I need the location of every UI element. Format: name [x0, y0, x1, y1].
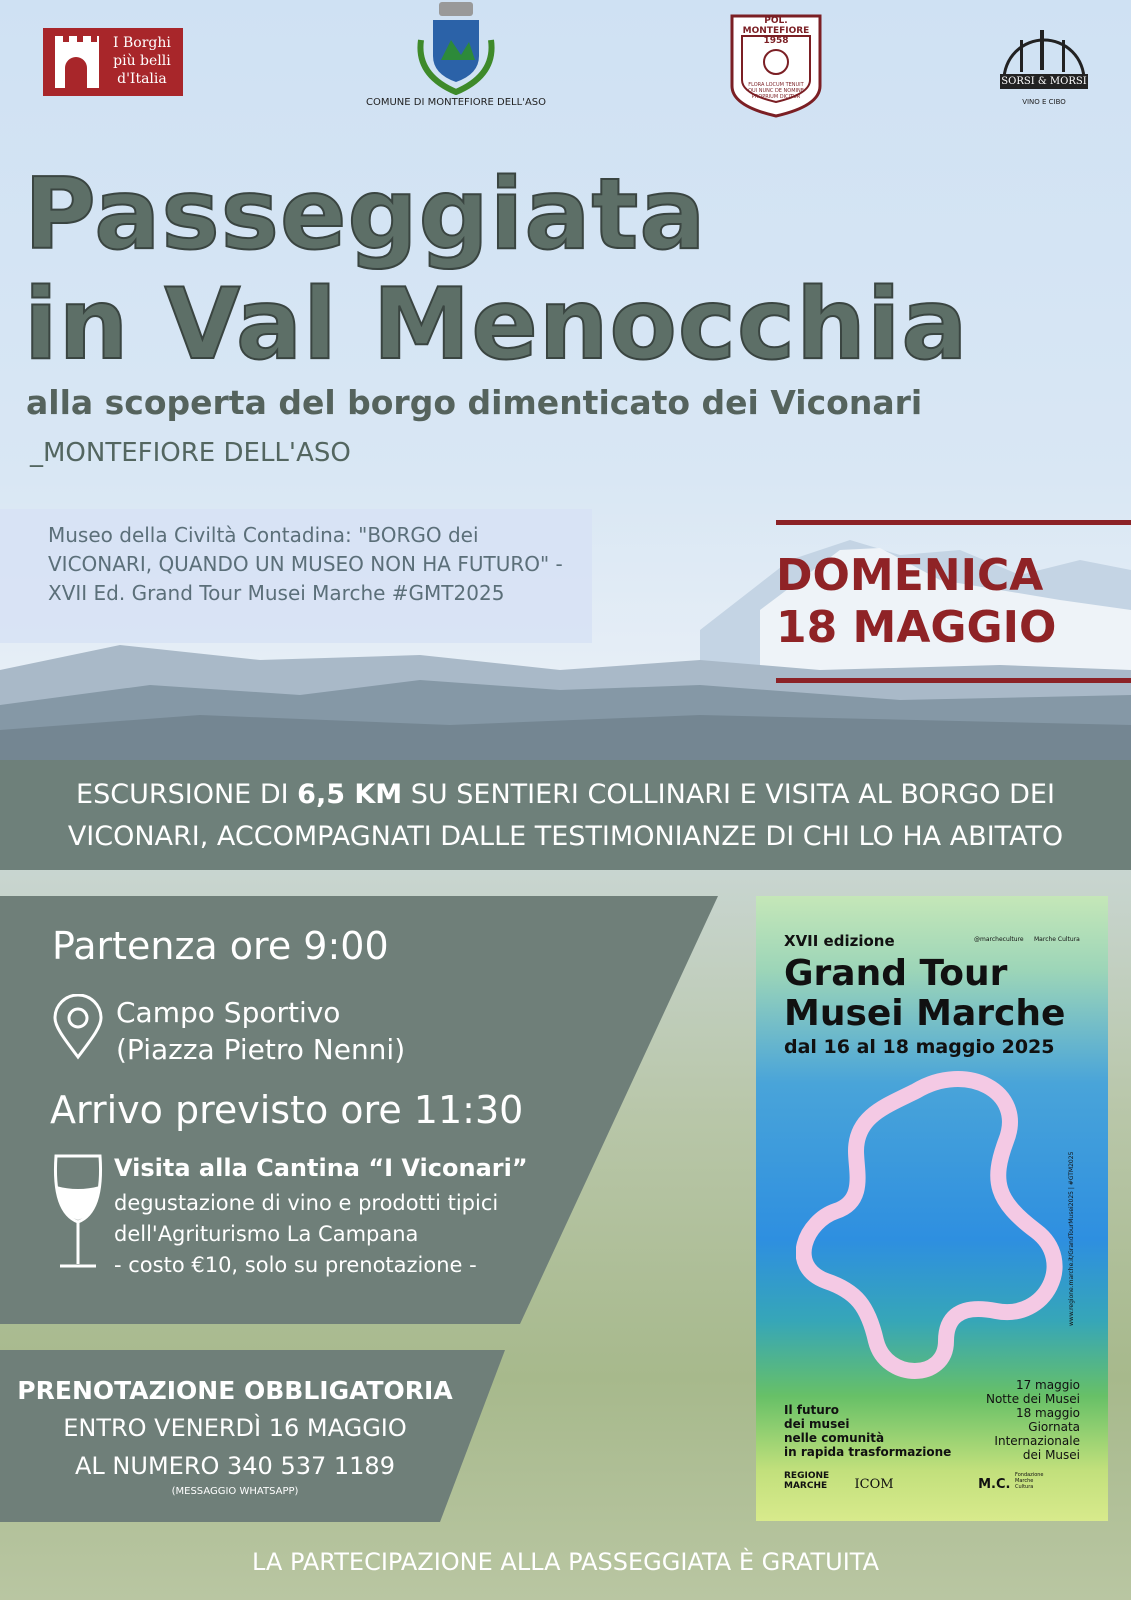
comune-name: COMUNE DI MONTEFIORE DELL'ASO	[366, 97, 546, 108]
excursion-line-2: VICONARI, ACCOMPAGNATI DALLE TESTIMONIANZE DI CHI LO HA ABITATO	[67, 821, 1064, 852]
gt-social-1: @marcheculture	[974, 936, 1024, 943]
pol-motto-3: PROPRIUM DICITUR	[751, 94, 801, 100]
gt-sponsor-mc-sub: Fondazione Marche Cultura	[1015, 1472, 1044, 1490]
departure-time: Partenza ore 9:00	[52, 924, 389, 968]
excursion-band	[0, 760, 1131, 870]
excursion-distance: 6,5 KM	[297, 779, 403, 810]
sorsi-sub: VINO E CIBO	[1022, 98, 1066, 106]
museo-text: Museo della Civiltà Contadina: "BORGO dei VICONARI, QUANDO UN MUSEO NON HA FUTURO" - XVII Ed. Grand Tour Musei Marche #GMT2025	[48, 523, 563, 605]
gt-social-2: Marche Cultura	[1034, 936, 1080, 943]
gt-side-url-text: www.regione.marche.it/GrandTourMusei2025 | #GTM2025	[1068, 1151, 1075, 1326]
date-bottom-bar	[776, 678, 1131, 683]
booking-panel	[0, 1350, 505, 1522]
borghi-text-3: d'Italia	[117, 71, 167, 87]
gt-title-1: Grand Tour	[784, 953, 1008, 994]
gt-sponsor-icom: ICOM	[854, 1477, 894, 1492]
booking-deadline: ENTRO VENERDÌ 16 MAGGIO	[63, 1414, 407, 1442]
date-date: 18 MAGGIO	[776, 602, 1057, 653]
visit-title: Visita alla Cantina “I Viconari”	[114, 1154, 528, 1182]
date-top-bar	[776, 520, 1131, 525]
tower-icon	[53, 36, 99, 88]
program-panel	[0, 896, 720, 1324]
gt-sponsor-mc: M.C.	[978, 1477, 1011, 1492]
meeting-place: Campo Sportivo	[116, 996, 341, 1029]
comune-logo	[356, 0, 556, 115]
excursion-line-1	[0, 774, 1131, 816]
excursion-text-c: SU SENTIERI COLLINARI E VISITA AL BORGO DEI	[402, 779, 1055, 810]
gt-event-1: 17 maggio	[1015, 1378, 1080, 1392]
visit-line-1: degustazione di vino e prodotti tipici	[114, 1191, 499, 1215]
gt-event-6: dei Musei	[1022, 1448, 1080, 1462]
booking-title: PRENOTAZIONE OBBLIGATORIA	[17, 1376, 453, 1405]
location-label: _MONTEFIORE DELL'ASO	[30, 438, 351, 468]
gt-future-4: in rapida trasformazione	[784, 1445, 952, 1459]
gt-sponsor-regione: REGIONE MARCHE	[784, 1471, 830, 1491]
gt-event-3: 18 maggio	[1015, 1406, 1080, 1420]
subtitle: alla scoperta del borgo dimenticato dei Viconari	[26, 383, 923, 422]
wine-glass-icon	[50, 1152, 106, 1272]
free-participation: LA PARTECIPAZIONE ALLA PASSEGGIATA È GRATUITA	[251, 1548, 879, 1576]
sorsi-name: SORSI & MORSI	[1001, 76, 1087, 87]
gt-dates: dal 16 al 18 maggio 2025	[784, 1036, 1055, 1058]
visit-line-2: dell'Agriturismo La Campana	[114, 1222, 419, 1246]
museo-box	[0, 509, 592, 643]
meeting-place-detail: (Piazza Pietro Nenni)	[116, 1033, 406, 1066]
gt-edition: XVII edizione	[784, 932, 895, 950]
gt-event-5: Internazionale	[994, 1434, 1080, 1448]
sorsi-morsi-logo	[990, 20, 1098, 112]
borghi-text-1: I Borghi	[113, 35, 171, 51]
map-pin-icon	[52, 994, 104, 1060]
gt-future-3: nelle comunità	[784, 1431, 885, 1445]
date-day: DOMENICA	[776, 550, 1044, 601]
polisportiva-logo	[730, 14, 822, 118]
pol-motto-2: QUI NUNC DE NOMINE	[748, 88, 804, 94]
arrival-time: Arrivo previsto ore 11:30	[50, 1088, 524, 1132]
visit-line-3: - costo €10, solo su prenotazione -	[114, 1253, 477, 1277]
gt-future-1: Il futuro	[784, 1403, 839, 1417]
gt-event-2: Notte dei Musei	[985, 1392, 1080, 1406]
borghi-logo	[43, 28, 183, 96]
pol-motto-1: FLORA LOCUM TENUIT	[748, 82, 804, 88]
coat-of-arms-icon	[411, 0, 501, 95]
booking-whatsapp: (MESSAGGIO WHATSAPP)	[171, 1486, 299, 1497]
title-line-1: Passeggiata	[24, 158, 707, 272]
gt-event-4: Giornata	[1028, 1420, 1080, 1434]
date-block	[772, 520, 1131, 684]
gt-title-2: Musei Marche	[784, 993, 1066, 1034]
excursion-text-a: ESCURSIONE DI	[76, 779, 298, 810]
gt-sponsors	[784, 1471, 1051, 1492]
gt-blob-shape	[796, 1071, 1066, 1381]
booking-phone: AL NUMERO 340 537 1189	[75, 1452, 395, 1480]
gt-future-2: dei musei	[784, 1417, 850, 1431]
borghi-text-2: più belli	[113, 53, 171, 69]
pol-name: POL. MONTEFIORE 1958	[742, 16, 810, 46]
gt-side-url	[1056, 1056, 1075, 1326]
title-line-2: in Val Menocchia	[24, 268, 969, 382]
grand-tour-poster	[756, 896, 1108, 1521]
